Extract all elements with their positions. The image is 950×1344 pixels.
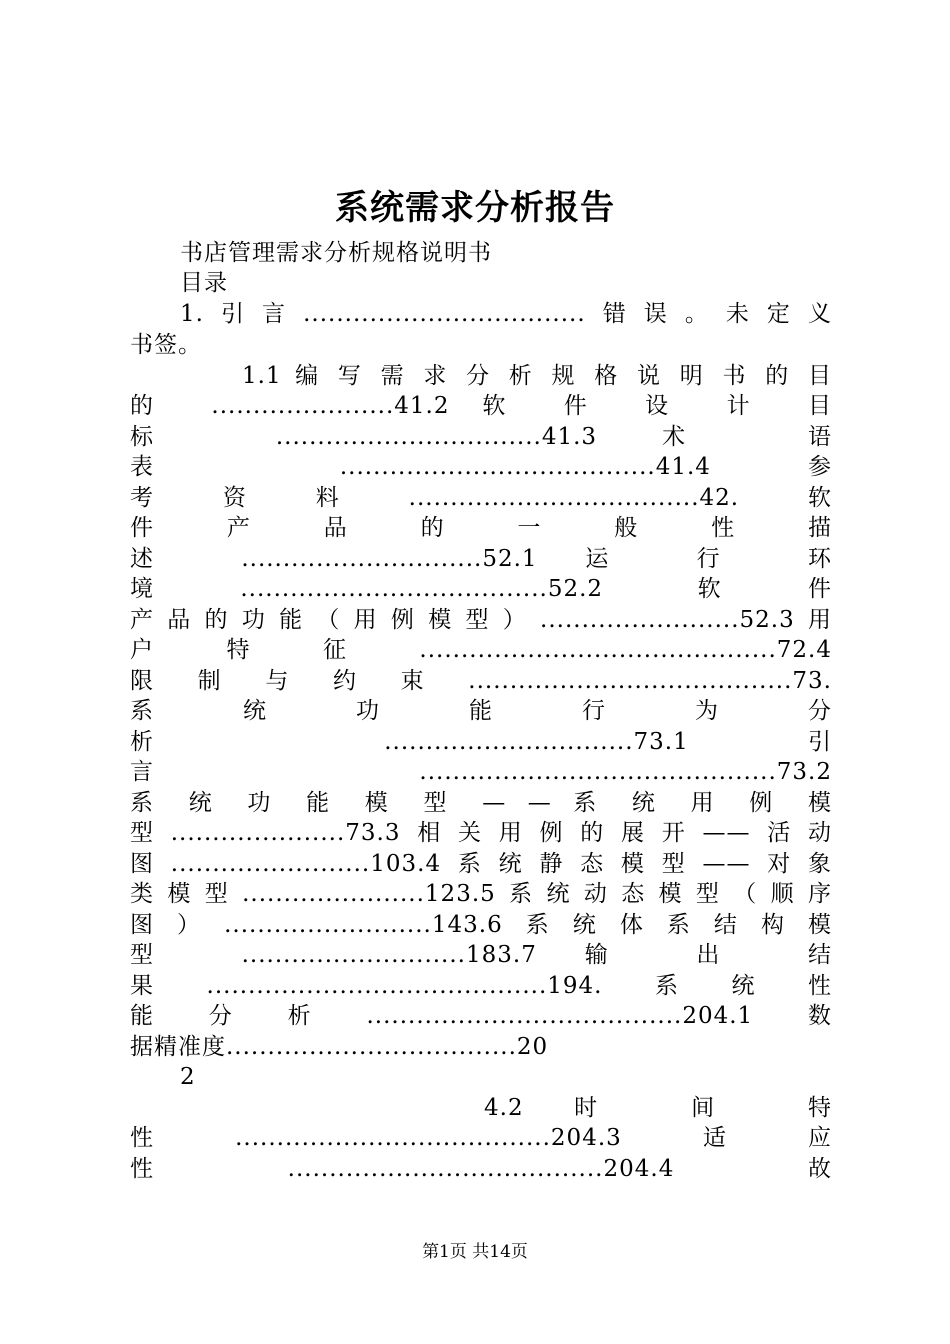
toc-line: 性......................................204.4故 (130, 1156, 832, 1182)
toc-line: 性......................................204.3适应 (130, 1125, 832, 1151)
toc-line: 图........................103.4系统静态模型——对象 (130, 851, 832, 877)
toc-heading: 目录 (180, 270, 228, 296)
toc-line: 4.2 时 间 特 (484, 1095, 832, 1121)
toc-line: 的 ......................41.2 软 件 设 计 目 (130, 393, 832, 419)
toc-line: 户特征...........................................72.4 (130, 637, 832, 663)
toc-line: 述 .............................52.1 运 行 环 (130, 546, 832, 572)
toc-line: 型.....................73.3相关用例的展开——活动 (130, 820, 832, 846)
toc-line: 标 ................................41.3 术 语 (130, 424, 832, 450)
toc-line: 型 ...........................183.7 输 出 结 (130, 942, 832, 968)
toc-line: 表 ......................................41.4 参 (130, 454, 832, 480)
toc-line: 果.........................................194.系统性 (130, 973, 832, 999)
toc-line: 图）.........................143.6系统体系结构模 (130, 912, 832, 938)
toc-line: 2 (180, 1064, 196, 1090)
page-footer: 第1页 共14页 (422, 1242, 528, 1262)
toc-line: 1.1 编 写 需 求 分 析 规 格 说 明 书 的 目 (242, 363, 832, 389)
toc-line: 类模型......................123.5系统动态模型（顺序 (130, 881, 832, 907)
toc-line: 考资料...................................42.软 (130, 485, 832, 511)
toc-line: 1.引言..................................错误。未定义 (180, 301, 832, 327)
toc-line: 系 统 功 能 模 型 — — 系 统 用 例 模 (130, 790, 832, 816)
toc-line: 件 产 品 的 一 般 性 描 (130, 515, 832, 541)
document-title: 系统需求分析报告 (335, 188, 615, 228)
toc-line: 系 统 功 能 行 为 分 (130, 698, 832, 724)
toc-line: 产品的功能（用例模型）........................52.3用 (130, 607, 832, 633)
toc-line: 能分析......................................204.1数 (130, 1003, 832, 1029)
document-subtitle: 书店管理需求分析规格说明书 (180, 240, 492, 266)
toc-line: 言 ...........................................73.2 (130, 759, 832, 785)
toc-line: 书签。 (130, 332, 202, 358)
toc-line: 据精准度...................................20 (130, 1034, 549, 1060)
toc-line: 限制与约束.......................................73. (130, 668, 832, 694)
toc-line: 析 ..............................73.1 引 (130, 729, 832, 755)
toc-line: 境.....................................52.2 软件 (130, 576, 832, 602)
